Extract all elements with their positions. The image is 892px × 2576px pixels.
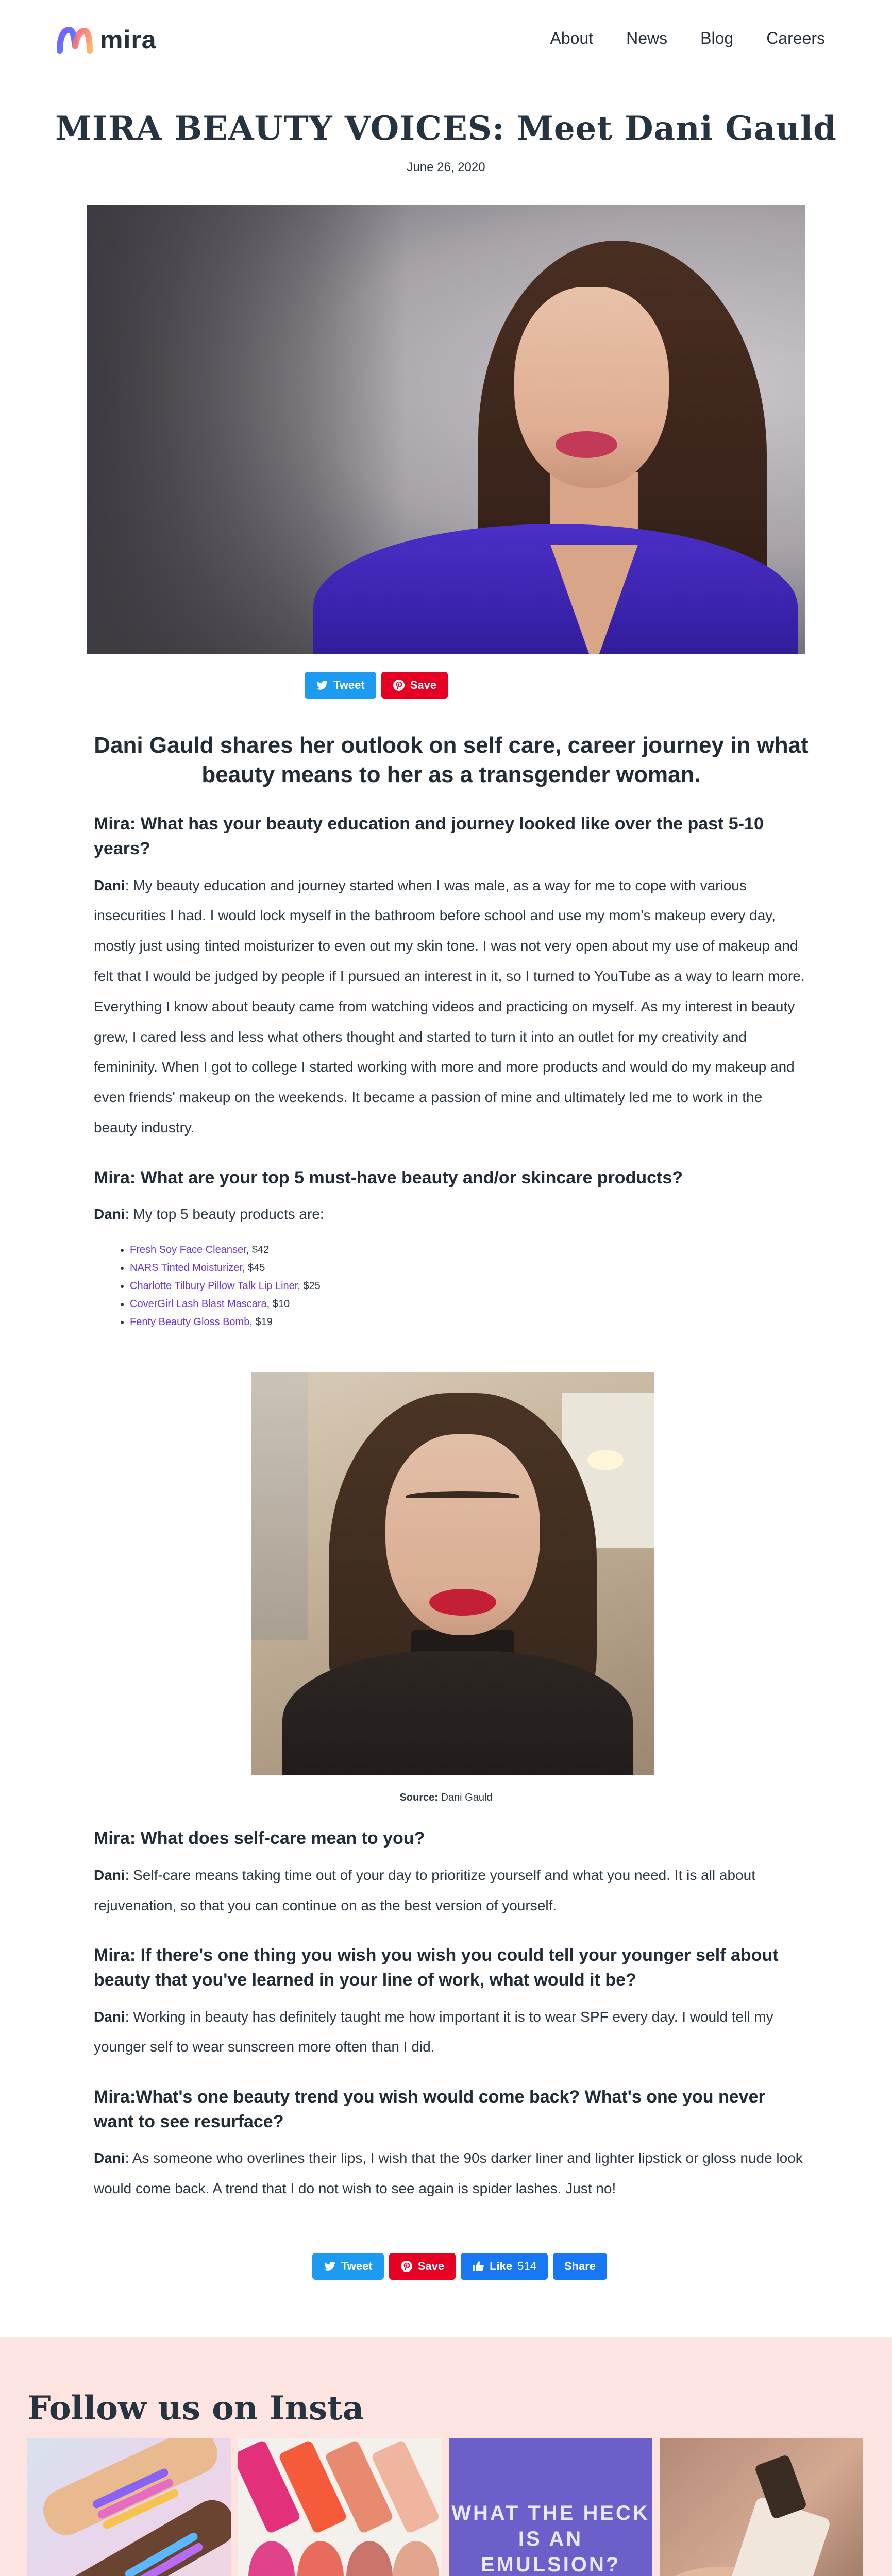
logo-text: mira: [100, 25, 157, 54]
share-buttons-top: [305, 672, 892, 699]
insta-tile-emulsion[interactable]: [449, 2438, 652, 2576]
mira-logo-icon: [57, 26, 93, 54]
answer-3: [94, 1860, 807, 1921]
tweet-button[interactable]: [312, 2253, 384, 2280]
twitter-bird-icon: [316, 679, 328, 691]
article-body-continued: [94, 1826, 807, 2204]
answer-1: [94, 871, 807, 1143]
nav-about[interactable]: About: [550, 29, 594, 47]
list-item: [130, 1259, 807, 1277]
list-item: [130, 1241, 807, 1259]
insta-tile-serum[interactable]: [660, 2438, 863, 2576]
product-link[interactable]: Charlotte Tilbury Pillow Talk Lip Liner: [130, 1280, 298, 1292]
facebook-share-button[interactable]: [553, 2253, 607, 2280]
nav-careers[interactable]: Careers: [766, 29, 825, 47]
product-price: , $25: [297, 1280, 321, 1292]
save-label: Save: [417, 2259, 445, 2273]
photo-caption: [0, 1792, 892, 1804]
insta-tile-lipsticks[interactable]: [238, 2438, 442, 2576]
product-link[interactable]: NARS Tinted Moisturizer: [130, 1262, 242, 1274]
site-header: [0, 0, 892, 82]
thumbs-up-icon: [472, 2260, 484, 2273]
share-buttons-bottom: [312, 2253, 892, 2280]
like-label: Like: [490, 2259, 513, 2273]
list-item: [130, 1295, 807, 1313]
save-label: Save: [410, 679, 437, 691]
answer-5: [94, 2143, 807, 2204]
question-3: Mira: What does self-care mean to you?: [94, 1828, 425, 1849]
insta-title: Follow us on Insta: [27, 2388, 364, 2428]
question-2: Mira: What are your top 5 must-have beauty and/or skincare products?: [94, 1167, 683, 1188]
answer-text: : As someone who overlines their lips, I wish that the 90s darker liner and lighter lipstick or gloss nude look would come back. A trend that I do not wish to see again is spider lashes. Just no!: [94, 2150, 803, 2197]
mira-logo[interactable]: [57, 25, 157, 55]
share-label: Share: [564, 2259, 596, 2273]
pinterest-icon: [400, 2260, 413, 2273]
article-title: MIRA BEAUTY VOICES: Meet Dani Gauld: [55, 109, 837, 148]
portrait-photo: [251, 1372, 654, 1775]
answer-speaker: Dani: [94, 1206, 125, 1223]
product-price: , $19: [249, 1316, 273, 1328]
answer-text: : My beauty education and journey started when I was male, as a way for me to cope with various insecurities I had. I would lock myself in the bathroom before school and use my mom's makeup every day, mostly just using tinted moisturizer to even out my skin tone. I was not very open about my use of makeup and felt that I would be judged by people if I pursued an interest in it, so I turned to YouTube as a way to learn more. Everything I know about beauty came from watching videos and practicing on myself. As my interest in beauty grew, I cared less and less what others thought and started to turn it into an outlet for my creativity and femininity. When I got to college I started working with more and more products and would do my makeup and even friends' makeup on the weekends. It became a passion of mine and ultimately led me to work in the beauty industry.: [94, 877, 805, 1136]
caption-value: Dani Gauld: [437, 1792, 493, 1804]
pinterest-save-button[interactable]: [389, 2253, 456, 2280]
caption-label: Source:: [399, 1792, 438, 1804]
nav-blog[interactable]: Blog: [700, 29, 734, 47]
question-4: Mira: If there's one thing you wish you wish you could tell your younger self about beauty that you've learned in your line of work, what would it be?: [94, 1945, 779, 1990]
answer-text: : Self-care means taking time out of your day to prioritize yourself and what you need. It is all about rejuvenation, so that you can continue on as the best version of yourself.: [94, 1867, 755, 1913]
figure: [0, 1372, 892, 1804]
answer-text: : Working in beauty has definitely taught me how important it is to wear SPF every day. I would tell my younger self to wear sunscreen more often than I did.: [94, 2008, 773, 2055]
tweet-label: Tweet: [341, 2259, 373, 2273]
answer-speaker: Dani: [94, 1867, 125, 1883]
tweet-button[interactable]: [305, 672, 376, 699]
question-1: Mira: What has your beauty education and journey looked like over the past 5-10 years?: [94, 814, 764, 858]
product-price: , $45: [242, 1262, 265, 1274]
pinterest-save-button[interactable]: [381, 672, 448, 699]
product-link[interactable]: Fenty Beauty Gloss Bomb: [130, 1316, 250, 1328]
hero-photo: [87, 205, 805, 654]
insta-tiles: [27, 2438, 892, 2576]
answer-speaker: Dani: [94, 877, 125, 893]
article-body: [94, 812, 807, 1331]
product-link[interactable]: Fresh Soy Face Cleanser: [130, 1244, 246, 1256]
pinterest-icon: [393, 679, 405, 691]
answer-speaker: Dani: [94, 2150, 125, 2166]
nav-news[interactable]: News: [626, 29, 668, 47]
answer-speaker: Dani: [94, 2008, 125, 2025]
article-deck: Dani Gauld shares her outlook on self care, career journey in what beauty means to her as a transgender woman.: [94, 733, 809, 788]
twitter-bird-icon: [324, 2260, 336, 2273]
product-list: [130, 1241, 807, 1331]
answer-2: [94, 1199, 807, 1230]
insta-tile-swatches[interactable]: [27, 2438, 231, 2576]
product-price: , $42: [246, 1244, 270, 1256]
question-5: Mira:What's one beauty trend you wish would come back? What's one you never want to see resurface?: [94, 2087, 765, 2131]
article-date: June 26, 2020: [407, 160, 485, 174]
answer-4: [94, 2002, 807, 2063]
answer-text: : My top 5 beauty products are:: [125, 1206, 324, 1223]
list-item: [130, 1277, 807, 1295]
list-item: [130, 1313, 807, 1331]
facebook-like-button[interactable]: [461, 2253, 548, 2280]
main-nav: [550, 29, 826, 48]
insta-tile-text: WHAT THE HECK IS AN EMULSION?: [451, 2502, 650, 2576]
product-price: , $10: [266, 1298, 290, 1310]
like-count: 514: [517, 2259, 536, 2273]
insta-section: [0, 2337, 892, 2576]
product-link[interactable]: CoverGirl Lash Blast Mascara: [130, 1298, 267, 1310]
tweet-label: Tweet: [333, 679, 365, 691]
